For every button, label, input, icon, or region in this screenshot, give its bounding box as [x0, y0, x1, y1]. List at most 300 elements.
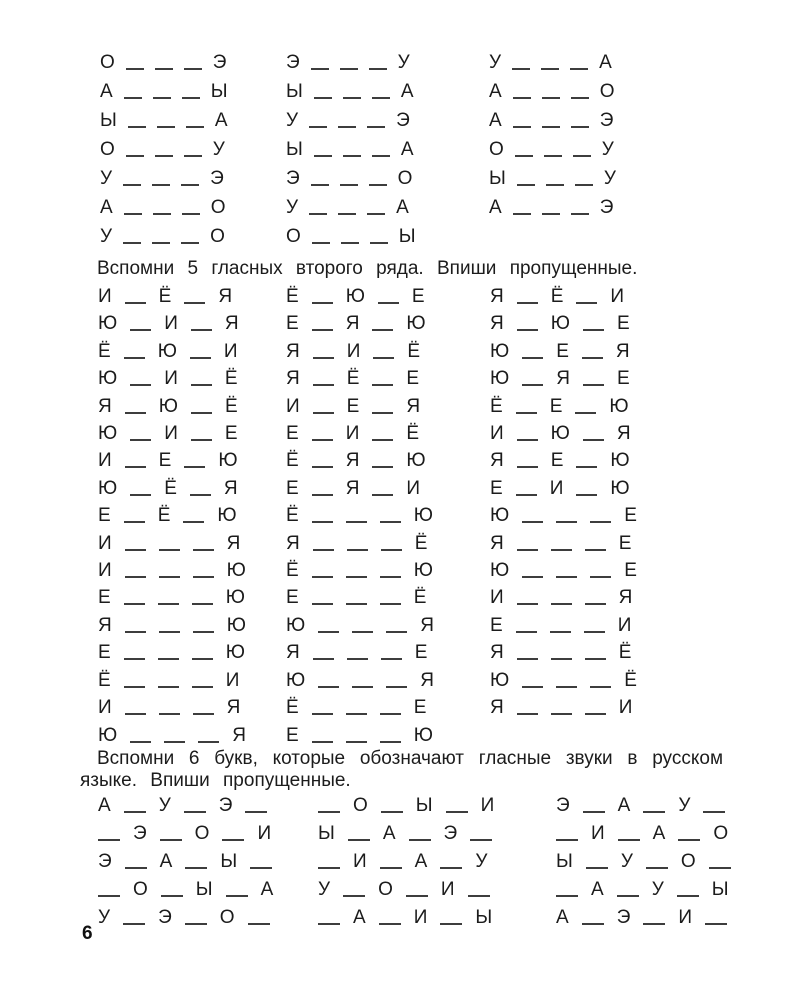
- letter-row: [489, 194, 627, 223]
- letter: У: [286, 110, 299, 131]
- letter: И: [549, 477, 564, 499]
- letter: А: [652, 823, 666, 844]
- letter: Ё: [286, 505, 299, 527]
- blank-slot: [153, 97, 171, 99]
- letter: Ё: [624, 669, 637, 691]
- blank-slot: [193, 576, 214, 578]
- blank-slot: [367, 126, 385, 128]
- letter: И: [618, 697, 633, 719]
- letter: О: [100, 52, 115, 73]
- blank-slot: [585, 713, 606, 715]
- blank-slot: [585, 658, 606, 660]
- letter: Ё: [158, 286, 172, 307]
- letter: Я: [223, 477, 238, 499]
- blank-slot: [372, 97, 390, 99]
- blank-slot: [513, 126, 531, 128]
- letter: А: [100, 81, 113, 102]
- letter: Я: [224, 313, 239, 335]
- blank-slot: [516, 631, 537, 633]
- blank-slot: [159, 576, 180, 578]
- letter-row: [286, 136, 427, 165]
- blank-slot: [517, 713, 538, 715]
- blank-slot: [312, 741, 333, 743]
- blank-slot: [125, 466, 146, 468]
- blank-slot: [157, 126, 175, 128]
- blank-slot: [646, 867, 668, 869]
- blank-slot: [677, 895, 699, 897]
- letter: Ы: [100, 110, 117, 131]
- letter: Ю: [550, 313, 570, 335]
- blank-slot: [98, 839, 120, 841]
- letter: И: [98, 697, 112, 719]
- blank-slot: [123, 923, 145, 925]
- blank-slot: [186, 126, 204, 128]
- letter: Я: [406, 395, 421, 417]
- letter: Е: [411, 286, 425, 307]
- letter-row: [98, 503, 259, 530]
- exercise-column: [489, 49, 627, 223]
- letter-row: [318, 848, 507, 876]
- blank-slot: [159, 713, 180, 715]
- blank-slot: [522, 384, 543, 386]
- blank-slot: [380, 741, 401, 743]
- letter: Ю: [225, 642, 245, 664]
- letter-row: [98, 904, 286, 932]
- letter: О: [100, 139, 115, 160]
- letter: И: [591, 823, 605, 844]
- letter-row: [318, 904, 507, 932]
- letter: Ю: [490, 669, 510, 691]
- blank-slot: [590, 576, 611, 578]
- letter: Ю: [413, 505, 433, 527]
- letter-row: [318, 876, 507, 904]
- letter: Ё: [98, 340, 111, 362]
- letter: Е: [413, 697, 427, 719]
- blank-slot: [182, 97, 200, 99]
- blank-slot: [369, 184, 387, 186]
- letter: У: [212, 139, 225, 160]
- blank-slot: [346, 741, 367, 743]
- blank-slot: [381, 658, 402, 660]
- blank-slot: [585, 603, 606, 605]
- letter: О: [489, 139, 504, 160]
- blank-slot: [226, 895, 248, 897]
- blank-slot: [164, 741, 185, 743]
- blank-slot: [193, 713, 214, 715]
- blank-slot: [386, 631, 407, 633]
- blank-slot: [192, 686, 213, 688]
- blank-slot: [191, 412, 212, 414]
- letter: Я: [490, 286, 504, 307]
- letter: Ё: [406, 423, 420, 445]
- blank-slot: [191, 439, 212, 441]
- blank-slot: [551, 713, 572, 715]
- page-number: 6: [82, 923, 93, 944]
- letter: Ё: [286, 286, 299, 307]
- blank-slot: [124, 658, 145, 660]
- blank-slot: [576, 466, 597, 468]
- blank-slot: [584, 631, 605, 633]
- blank-slot: [367, 213, 385, 215]
- blank-slot: [309, 213, 327, 215]
- blank-slot: [575, 412, 596, 414]
- blank-slot: [347, 658, 368, 660]
- blank-slot: [542, 126, 560, 128]
- letter: А: [617, 795, 631, 816]
- letter-row: [286, 165, 427, 194]
- blank-slot: [318, 811, 340, 813]
- letter: У: [678, 795, 691, 816]
- letter: У: [475, 851, 488, 872]
- blank-slot: [158, 603, 179, 605]
- blank-slot: [372, 466, 393, 468]
- blank-slot: [311, 68, 329, 70]
- blank-slot: [123, 242, 141, 244]
- blank-slot: [346, 713, 367, 715]
- letter: А: [489, 110, 502, 131]
- blank-slot: [406, 895, 428, 897]
- letter-row: [286, 107, 427, 136]
- blank-slot: [309, 126, 327, 128]
- blank-slot: [123, 184, 141, 186]
- heading-line: языке. Впиши пропущенные.: [80, 770, 351, 791]
- letter: Ы: [475, 907, 493, 928]
- letter: Э: [616, 907, 631, 928]
- letter-row: [98, 311, 259, 338]
- blank-slot: [312, 494, 333, 496]
- letter: А: [159, 851, 173, 872]
- letter: Э: [212, 52, 227, 73]
- blank-slot: [571, 126, 589, 128]
- blank-slot: [372, 412, 393, 414]
- blank-slot: [512, 68, 530, 70]
- letter: Я: [226, 532, 241, 554]
- letter-row: [286, 695, 447, 722]
- letter-row: [98, 695, 259, 722]
- letter-row: [490, 311, 650, 338]
- letter: Я: [490, 450, 504, 472]
- blank-slot: [184, 302, 205, 304]
- letter-row: [489, 136, 627, 165]
- blank-slot: [159, 549, 180, 551]
- blank-slot: [222, 839, 244, 841]
- letter: Ю: [98, 724, 118, 746]
- blank-slot: [380, 867, 402, 869]
- blank-slot: [312, 713, 333, 715]
- blank-slot: [678, 839, 700, 841]
- blank-slot: [126, 68, 144, 70]
- letter: Ю: [490, 340, 510, 362]
- blank-slot: [380, 713, 401, 715]
- letter: Э: [599, 197, 614, 218]
- letter-row: [490, 531, 650, 558]
- blank-slot: [340, 184, 358, 186]
- blank-slot: [185, 867, 207, 869]
- blank-slot: [318, 867, 340, 869]
- blank-slot: [152, 184, 170, 186]
- blank-slot: [546, 184, 564, 186]
- letter: Я: [345, 450, 360, 472]
- letter: У: [100, 226, 113, 247]
- letter-row: [286, 448, 447, 475]
- letter-row: [100, 49, 239, 78]
- blank-slot: [585, 549, 606, 551]
- blank-slot: [380, 521, 401, 523]
- letter-row: [286, 558, 447, 585]
- letter: Ё: [286, 560, 299, 582]
- letter-row: [490, 284, 650, 311]
- blank-slot: [517, 603, 538, 605]
- letter: Е: [286, 313, 299, 335]
- letter-row: [490, 448, 650, 475]
- letter-row: [98, 339, 259, 366]
- letter-row: [98, 531, 259, 558]
- blank-slot: [124, 357, 145, 359]
- letter-row: [98, 723, 259, 750]
- letter: Е: [556, 340, 569, 362]
- blank-slot: [161, 895, 183, 897]
- letter-row: [286, 49, 427, 78]
- blank-slot: [124, 521, 145, 523]
- letter-row: [286, 78, 427, 107]
- letter: Я: [226, 697, 241, 719]
- letter: О: [713, 823, 729, 844]
- blank-slot: [542, 97, 560, 99]
- blank-slot: [352, 686, 373, 688]
- letter: Ю: [225, 587, 245, 609]
- blank-slot: [551, 658, 572, 660]
- blank-slot: [583, 811, 605, 813]
- letter-row: [490, 695, 650, 722]
- letter-row: [490, 476, 650, 503]
- blank-slot: [372, 384, 393, 386]
- letter-row: [100, 194, 239, 223]
- letter: Ю: [550, 423, 570, 445]
- letter: Э: [286, 168, 300, 189]
- letter-row: [100, 107, 239, 136]
- blank-slot: [542, 213, 560, 215]
- blank-slot: [586, 867, 608, 869]
- blank-slot: [318, 686, 339, 688]
- blank-slot: [381, 811, 403, 813]
- blank-slot: [153, 213, 171, 215]
- blank-slot: [513, 213, 531, 215]
- blank-slot: [130, 439, 151, 441]
- letter: А: [591, 879, 604, 900]
- blank-slot: [409, 839, 431, 841]
- letter-row: [286, 503, 447, 530]
- letter: О: [599, 81, 615, 102]
- blank-slot: [318, 631, 339, 633]
- letter-row: [556, 820, 744, 848]
- blank-slot: [582, 357, 603, 359]
- letter: Ё: [550, 286, 564, 307]
- letter: Ю: [157, 340, 177, 362]
- letter: Э: [443, 823, 458, 844]
- blank-slot: [346, 603, 367, 605]
- blank-slot: [340, 68, 358, 70]
- letter: Я: [618, 587, 633, 609]
- letter: Я: [420, 614, 434, 636]
- blank-slot: [470, 839, 492, 841]
- letter: Я: [490, 642, 504, 664]
- letter: Ё: [224, 395, 238, 417]
- letter-row: [286, 284, 447, 311]
- letter: Ё: [413, 587, 427, 609]
- letter: Е: [414, 642, 428, 664]
- letter: А: [100, 197, 113, 218]
- letter: Я: [286, 642, 300, 664]
- blank-slot: [522, 521, 543, 523]
- letter-row: [98, 448, 259, 475]
- blank-slot: [181, 242, 199, 244]
- letter-row: [286, 339, 447, 366]
- letter: И: [345, 423, 360, 445]
- exercise-column: [318, 792, 507, 932]
- blank-slot: [125, 867, 147, 869]
- letter: Ё: [407, 340, 421, 362]
- letter: О: [680, 851, 696, 872]
- blank-slot: [372, 329, 393, 331]
- blank-slot: [312, 466, 333, 468]
- letter: Ю: [217, 505, 237, 527]
- letter-row: [556, 876, 744, 904]
- letter: Ы: [711, 879, 729, 900]
- blank-slot: [705, 923, 727, 925]
- letter: Ю: [406, 313, 426, 335]
- letter: Е: [286, 724, 299, 746]
- letter: А: [400, 81, 414, 102]
- blank-slot: [338, 213, 356, 215]
- letter: О: [286, 226, 301, 247]
- letter: Э: [556, 795, 570, 816]
- blank-slot: [703, 811, 725, 813]
- blank-slot: [370, 242, 388, 244]
- letter: Ю: [413, 560, 433, 582]
- letter: У: [601, 139, 614, 160]
- blank-slot: [517, 658, 538, 660]
- letter: Е: [406, 368, 420, 390]
- blank-slot: [440, 867, 462, 869]
- letter-row: [98, 284, 259, 311]
- letter-row: [489, 165, 627, 194]
- letter: У: [318, 879, 331, 900]
- blank-slot: [128, 126, 146, 128]
- letter: И: [164, 368, 178, 390]
- blank-slot: [517, 466, 538, 468]
- letter: И: [413, 907, 428, 928]
- letter: О: [133, 879, 148, 900]
- letter-row: [318, 792, 507, 820]
- letter: У: [489, 52, 502, 73]
- blank-slot: [343, 97, 361, 99]
- letter: Ю: [490, 368, 510, 390]
- blank-slot: [313, 357, 334, 359]
- blank-slot: [125, 412, 146, 414]
- letter: Ё: [490, 395, 503, 417]
- blank-slot: [318, 923, 340, 925]
- letter: И: [257, 823, 272, 844]
- letter-row: [98, 394, 259, 421]
- letter-row: [98, 668, 259, 695]
- letter: Ё: [286, 697, 299, 719]
- letter: Э: [98, 851, 112, 872]
- letter-row: [286, 531, 447, 558]
- letter-row: [98, 820, 286, 848]
- letter: И: [346, 340, 361, 362]
- letter: Я: [232, 724, 246, 746]
- letter-row: [556, 904, 744, 932]
- letter: Ы: [286, 139, 303, 160]
- blank-slot: [190, 494, 211, 496]
- letter: Ю: [98, 313, 118, 335]
- blank-slot: [338, 126, 356, 128]
- blank-slot: [190, 357, 211, 359]
- blank-slot: [550, 631, 571, 633]
- blank-slot: [130, 384, 151, 386]
- letter-row: [490, 366, 650, 393]
- letter: Е: [624, 560, 637, 582]
- letter: А: [599, 52, 612, 73]
- letter: У: [98, 907, 111, 928]
- exercise-bottom-heading: [80, 748, 723, 792]
- letter-row: [100, 223, 239, 252]
- letter-row: [490, 558, 650, 585]
- blank-slot: [182, 213, 200, 215]
- exercise-middle-heading: Вспомни 5 гласных второго ряда. Впиши пропущенные.: [97, 258, 638, 279]
- letter-row: [286, 613, 447, 640]
- blank-slot: [245, 811, 267, 813]
- blank-slot: [556, 839, 578, 841]
- letter-row: [98, 876, 286, 904]
- letter: Э: [210, 168, 224, 189]
- blank-slot: [192, 603, 213, 605]
- blank-slot: [343, 155, 361, 157]
- letter-row: [490, 613, 650, 640]
- letter: Ы: [220, 851, 238, 872]
- blank-slot: [381, 549, 402, 551]
- letter: А: [396, 197, 409, 218]
- letter: А: [353, 907, 366, 928]
- letter: Ё: [98, 669, 111, 691]
- blank-slot: [191, 384, 212, 386]
- letter: Я: [286, 368, 300, 390]
- letter: А: [489, 81, 502, 102]
- letter: Е: [286, 423, 299, 445]
- letter: И: [286, 395, 300, 417]
- letter-row: [556, 848, 744, 876]
- blank-slot: [583, 439, 604, 441]
- letter-row: [318, 820, 507, 848]
- letter: Е: [346, 395, 360, 417]
- letter: О: [194, 823, 210, 844]
- letter: Ё: [414, 532, 428, 554]
- letter: Я: [218, 286, 233, 307]
- blank-slot: [517, 302, 538, 304]
- letter: Я: [420, 669, 434, 691]
- letter: Ю: [286, 614, 306, 636]
- letter: И: [223, 340, 238, 362]
- letter-row: [490, 394, 650, 421]
- blank-slot: [446, 811, 468, 813]
- blank-slot: [372, 439, 393, 441]
- blank-slot: [341, 242, 359, 244]
- letter: Е: [624, 505, 637, 527]
- blank-slot: [198, 741, 219, 743]
- letter: Ё: [164, 477, 177, 499]
- letter-row: [98, 640, 259, 667]
- letter-row: [286, 476, 447, 503]
